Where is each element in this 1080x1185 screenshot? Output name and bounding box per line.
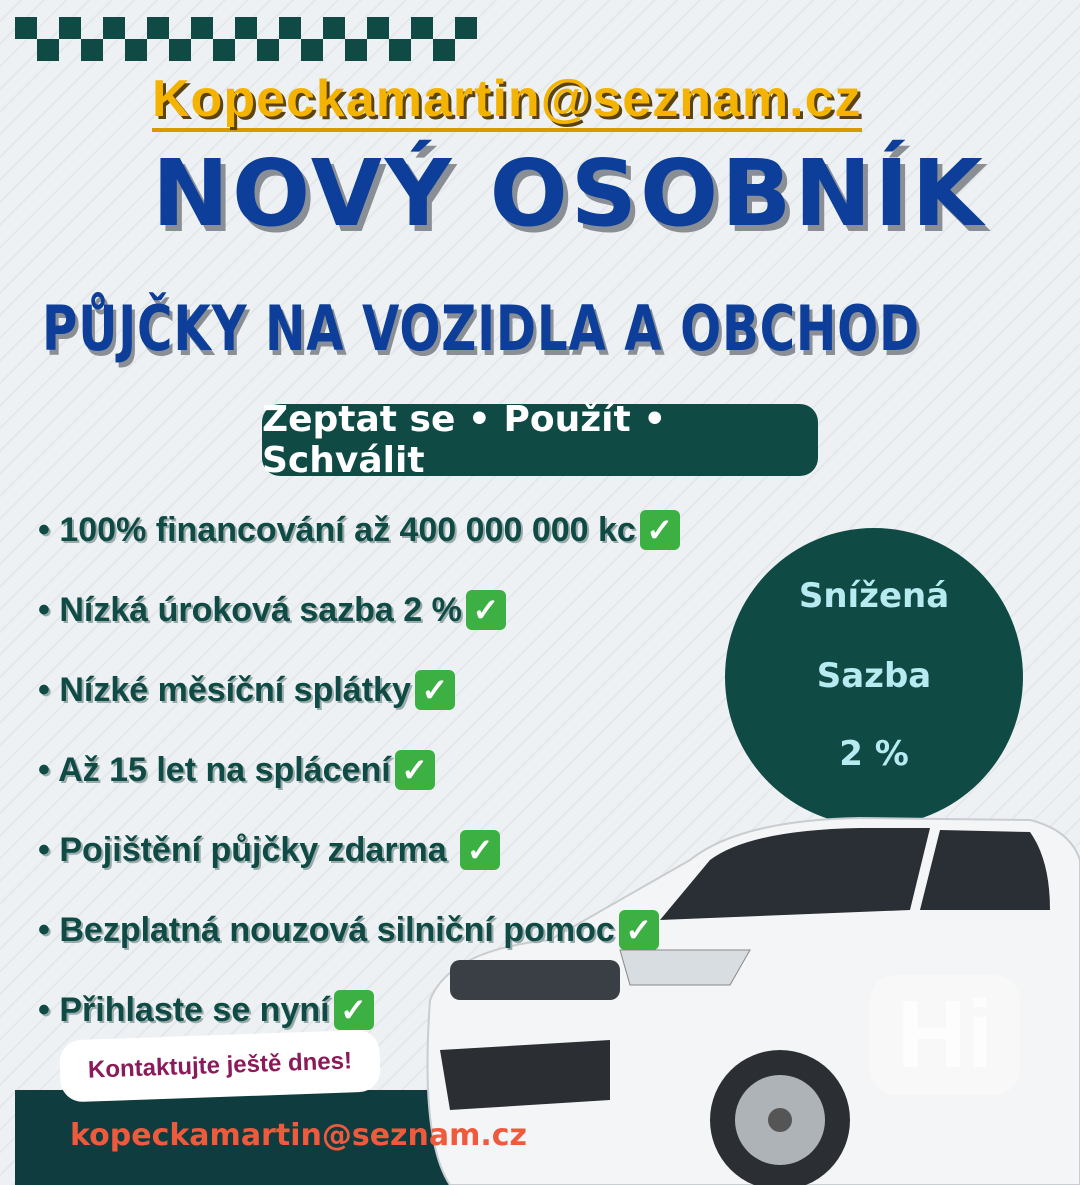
benefit-text: • Až 15 let na splácení bbox=[38, 750, 391, 789]
checker-square bbox=[15, 17, 37, 39]
benefit-text: • Bezplatná nouzová silniční pomoc bbox=[38, 910, 615, 949]
check-icon: ✓ bbox=[466, 590, 506, 630]
badge-line: Sazba bbox=[816, 656, 932, 696]
list-item bbox=[38, 730, 680, 810]
checker-square bbox=[235, 17, 257, 39]
benefit-text: • Přihlaste se nyní bbox=[38, 990, 330, 1029]
checker-square bbox=[367, 17, 389, 39]
list-item bbox=[38, 650, 680, 730]
page-title: NOVÝ OSOBNÍK bbox=[152, 140, 986, 247]
badge-line: Snížená bbox=[798, 576, 950, 616]
check-icon: ✓ bbox=[334, 990, 374, 1030]
checker-square bbox=[389, 39, 411, 61]
checker-square bbox=[411, 17, 433, 39]
benefit-text: • Nízké měsíční splátky bbox=[38, 670, 411, 709]
benefit-text: • Nízká úroková sazba 2 % bbox=[38, 590, 462, 629]
checker-square bbox=[433, 39, 455, 61]
checker-square bbox=[279, 17, 301, 39]
checker-square bbox=[125, 39, 147, 61]
checker-square bbox=[257, 39, 279, 61]
benefit-text: • 100% financování až 400 000 000 kc bbox=[38, 510, 636, 549]
checker-square bbox=[455, 17, 477, 39]
rate-badge bbox=[725, 528, 1023, 826]
tagline-pill: Zeptat se • Použít • Schválit bbox=[262, 404, 818, 476]
checker-square bbox=[345, 39, 367, 61]
checker-square bbox=[37, 39, 59, 61]
header-email: Kopeckamartin@seznam.cz bbox=[152, 70, 862, 132]
check-icon: ✓ bbox=[619, 910, 659, 950]
check-icon: ✓ bbox=[460, 830, 500, 870]
page-subtitle: PŮJČKY NA VOZIDLA A OBCHOD bbox=[42, 292, 920, 365]
badge-line: 2 % bbox=[839, 734, 909, 774]
checker-square bbox=[323, 17, 345, 39]
checker-square bbox=[103, 17, 125, 39]
checker-square bbox=[81, 39, 103, 61]
list-item bbox=[38, 810, 680, 890]
checker-square bbox=[191, 17, 213, 39]
benefit-text: • Pojištění půjčky zdarma bbox=[38, 830, 457, 869]
checker-square bbox=[301, 39, 323, 61]
list-item bbox=[38, 970, 680, 1050]
list-item bbox=[38, 890, 680, 970]
list-item bbox=[38, 490, 680, 570]
watermark-logo: Hi bbox=[870, 975, 1020, 1095]
list-item bbox=[38, 570, 680, 650]
check-icon: ✓ bbox=[395, 750, 435, 790]
contact-cta: Kontaktujte ještě dnes! bbox=[59, 1029, 381, 1102]
checker-square bbox=[59, 17, 81, 39]
benefits-list bbox=[38, 490, 680, 1050]
contact-email[interactable]: kopeckamartin@seznam.cz bbox=[70, 1118, 528, 1153]
check-icon: ✓ bbox=[415, 670, 455, 710]
checkered-banner bbox=[15, 17, 483, 63]
checker-square bbox=[213, 39, 235, 61]
checker-square bbox=[147, 17, 169, 39]
check-icon: ✓ bbox=[640, 510, 680, 550]
checker-square bbox=[169, 39, 191, 61]
